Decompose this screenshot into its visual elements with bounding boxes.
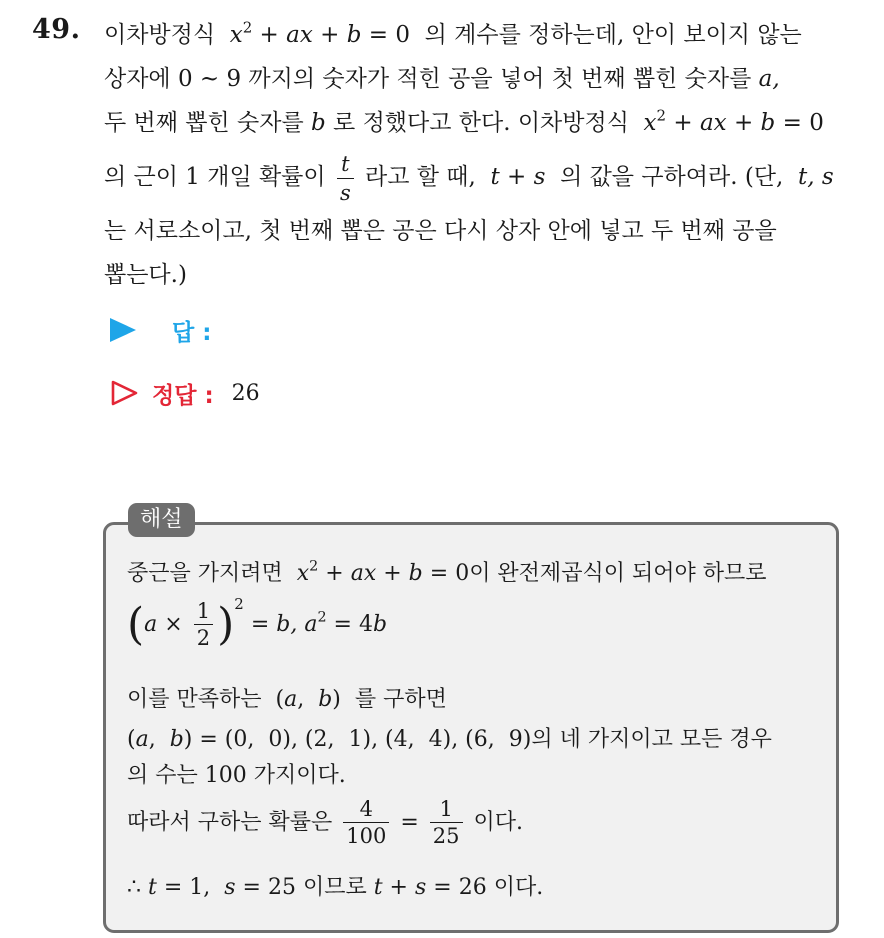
- correct-answer-value: 26: [231, 380, 260, 406]
- fraction-1-over-25: $\frac{1}{25}$: [430, 796, 463, 850]
- solution-line-2: (a × $\frac{1}{2}$ )$^2$ = b, $a^2 = 4b$: [127, 594, 388, 651]
- probability-fraction: $\frac{t}{s}$: [337, 150, 354, 207]
- problem-line-2: 상자에 0 ~ 9 까지의 숫자가 적힌 공을 넣어 첫 번째 뽑힌 숫자를 a,: [104, 66, 780, 92]
- correct-answer-label: 정답 :: [152, 382, 214, 409]
- correct-answer-row: [110, 373, 260, 413]
- problem-line-1: 이차방정식 $x^2$ + ax + b = 0 의 계수를 정하는데, 안이 보이지 않는: [104, 18, 802, 48]
- solution-line-4: (a, b) = (0, 0), (2, 1), (4, 4), (6, 9)의 네 가지이고 모든 경우: [127, 727, 772, 752]
- problem-line-5: 는 서로소이고, 첫 번째 뽑은 공은 다시 상자 안에 넣고 두 번째 공을: [104, 218, 777, 244]
- play-triangle-icon: [110, 318, 136, 342]
- problem-line-3: 두 번째 뽑힌 숫자를 b 로 정했다고 한다. 이차방정식 $x^2$ + ax + b = 0: [104, 106, 824, 136]
- problem-line-4: 의 근이 1 개일 확률이 $\frac{t}{s}$ 라고 할 때, t + s 의 값을 구하여라. (단, t, s: [104, 151, 834, 205]
- outline-triangle-icon: [110, 379, 140, 407]
- answer-label: 답 :: [172, 319, 212, 346]
- solution-line-7: ∴ t = 1, s = 25 이므로 t + s = 26 이다.: [127, 875, 544, 900]
- answer-row: [110, 312, 211, 348]
- solution-tag: 해설: [128, 503, 195, 537]
- solution-line-5: 의 수는 100 가지이다.: [127, 763, 346, 788]
- half-fraction: $\frac{1}{2}$: [194, 598, 213, 652]
- question-number: 49.: [32, 14, 81, 45]
- problem-line-6: 뽑는다.): [104, 262, 187, 288]
- solution-line-3: 이를 만족하는 (a, b) 를 구하면: [127, 687, 447, 712]
- solution-line-1: 중근을 가지려면 $x^2$ + ax + b = 0이 완전제곱식이 되어야 하므로: [127, 558, 767, 586]
- problem-text: [104, 13, 864, 297]
- solution-line-6: 따라서 구하는 확률은 $\frac{4}{100}$ = $\frac{1}{25}$ 이다.: [127, 797, 524, 849]
- fraction-4-over-100: $\frac{4}{100}$: [343, 796, 389, 850]
